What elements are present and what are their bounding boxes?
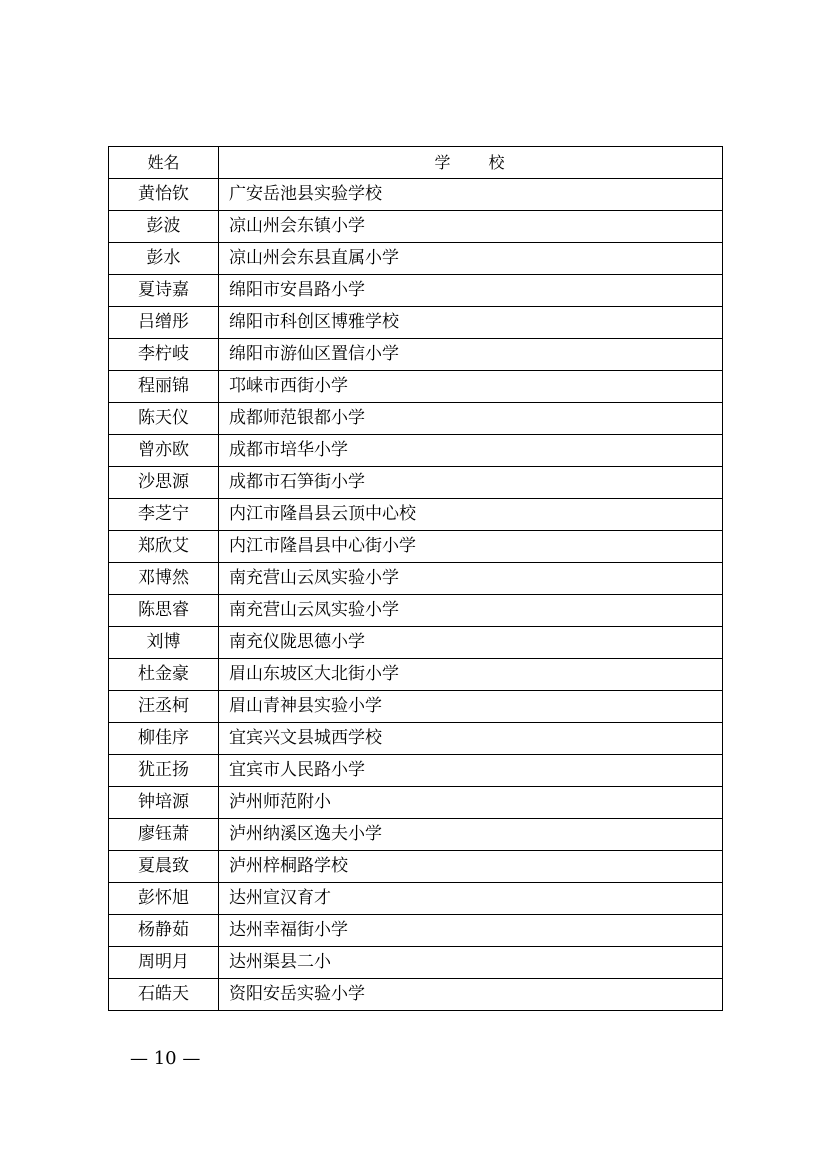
table-row	[109, 403, 723, 435]
table-row	[109, 755, 723, 787]
table-row	[109, 723, 723, 755]
table-row	[109, 947, 723, 979]
student-name-cell: 夏晨致	[109, 851, 219, 883]
header-school: 学 校	[219, 147, 723, 179]
school-name-cell: 宜宾兴文县城西学校	[219, 723, 723, 755]
school-name-cell: 南充仪陇思德小学	[219, 627, 723, 659]
table-row	[109, 691, 723, 723]
table-row	[109, 595, 723, 627]
student-name-cell: 李芝宁	[109, 499, 219, 531]
student-name-cell: 彭水	[109, 243, 219, 275]
table-row	[109, 883, 723, 915]
student-name-cell: 邓博然	[109, 563, 219, 595]
table-row	[109, 371, 723, 403]
student-name-cell: 刘博	[109, 627, 219, 659]
student-name-cell: 杨静茹	[109, 915, 219, 947]
school-name-cell: 内江市隆昌县中心街小学	[219, 531, 723, 563]
table-row	[109, 467, 723, 499]
school-name-cell: 泸州梓桐路学校	[219, 851, 723, 883]
student-name-cell: 沙思源	[109, 467, 219, 499]
school-name-cell: 泸州纳溪区逸夫小学	[219, 819, 723, 851]
school-name-cell: 绵阳市游仙区置信小学	[219, 339, 723, 371]
student-name-cell: 钟培源	[109, 787, 219, 819]
table-row	[109, 179, 723, 211]
school-name-cell: 绵阳市科创区博雅学校	[219, 307, 723, 339]
school-name-cell: 达州渠县二小	[219, 947, 723, 979]
table-row	[109, 499, 723, 531]
table-row	[109, 627, 723, 659]
header-name: 姓名	[109, 147, 219, 179]
student-name-cell: 彭波	[109, 211, 219, 243]
school-name-cell: 宜宾市人民路小学	[219, 755, 723, 787]
student-name-cell: 犹正扬	[109, 755, 219, 787]
student-name-cell: 程丽锦	[109, 371, 219, 403]
table-row	[109, 435, 723, 467]
table-row	[109, 851, 723, 883]
student-name-cell: 陈思睿	[109, 595, 219, 627]
table-row	[109, 915, 723, 947]
student-name-cell: 李柠岐	[109, 339, 219, 371]
school-name-cell: 眉山东坡区大北街小学	[219, 659, 723, 691]
student-name-cell: 汪丞柯	[109, 691, 219, 723]
student-name-cell: 彭怀旭	[109, 883, 219, 915]
school-name-cell: 凉山州会东县直属小学	[219, 243, 723, 275]
table-row	[109, 659, 723, 691]
student-name-cell: 柳佳序	[109, 723, 219, 755]
school-name-cell: 内江市隆昌县云顶中心校	[219, 499, 723, 531]
table-row	[109, 339, 723, 371]
table-row	[109, 979, 723, 1011]
school-name-cell: 邛崃市西街小学	[219, 371, 723, 403]
school-name-cell: 凉山州会东镇小学	[219, 211, 723, 243]
student-name-cell: 杜金豪	[109, 659, 219, 691]
student-name-cell: 黄怡钦	[109, 179, 219, 211]
student-name-cell: 廖钰萧	[109, 819, 219, 851]
student-name-cell: 曾亦欧	[109, 435, 219, 467]
student-name-cell: 郑欣艾	[109, 531, 219, 563]
student-name-cell: 陈天仪	[109, 403, 219, 435]
school-name-cell: 广安岳池县实验学校	[219, 179, 723, 211]
table-row	[109, 819, 723, 851]
school-name-cell: 南充营山云凤实验小学	[219, 563, 723, 595]
table-body	[109, 179, 723, 1011]
student-name-cell: 吕缯彤	[109, 307, 219, 339]
table-header-row	[109, 147, 723, 179]
school-name-cell: 成都市石笋街小学	[219, 467, 723, 499]
table-row	[109, 787, 723, 819]
page-number: — 10 —	[130, 1048, 201, 1069]
student-name-cell: 周明月	[109, 947, 219, 979]
school-name-cell: 成都师范银都小学	[219, 403, 723, 435]
table-row	[109, 563, 723, 595]
table-row	[109, 275, 723, 307]
table-row	[109, 211, 723, 243]
school-name-cell: 泸州师范附小	[219, 787, 723, 819]
school-name-cell: 资阳安岳实验小学	[219, 979, 723, 1011]
school-name-cell: 成都市培华小学	[219, 435, 723, 467]
school-name-cell: 南充营山云凤实验小学	[219, 595, 723, 627]
student-name-cell: 石皓天	[109, 979, 219, 1011]
school-name-cell: 达州宣汉育才	[219, 883, 723, 915]
student-name-cell: 夏诗嘉	[109, 275, 219, 307]
student-school-table	[108, 146, 723, 1011]
school-name-cell: 达州幸福街小学	[219, 915, 723, 947]
table-row	[109, 243, 723, 275]
school-name-cell: 绵阳市安昌路小学	[219, 275, 723, 307]
school-name-cell: 眉山青神县实验小学	[219, 691, 723, 723]
table-row	[109, 307, 723, 339]
table-row	[109, 531, 723, 563]
